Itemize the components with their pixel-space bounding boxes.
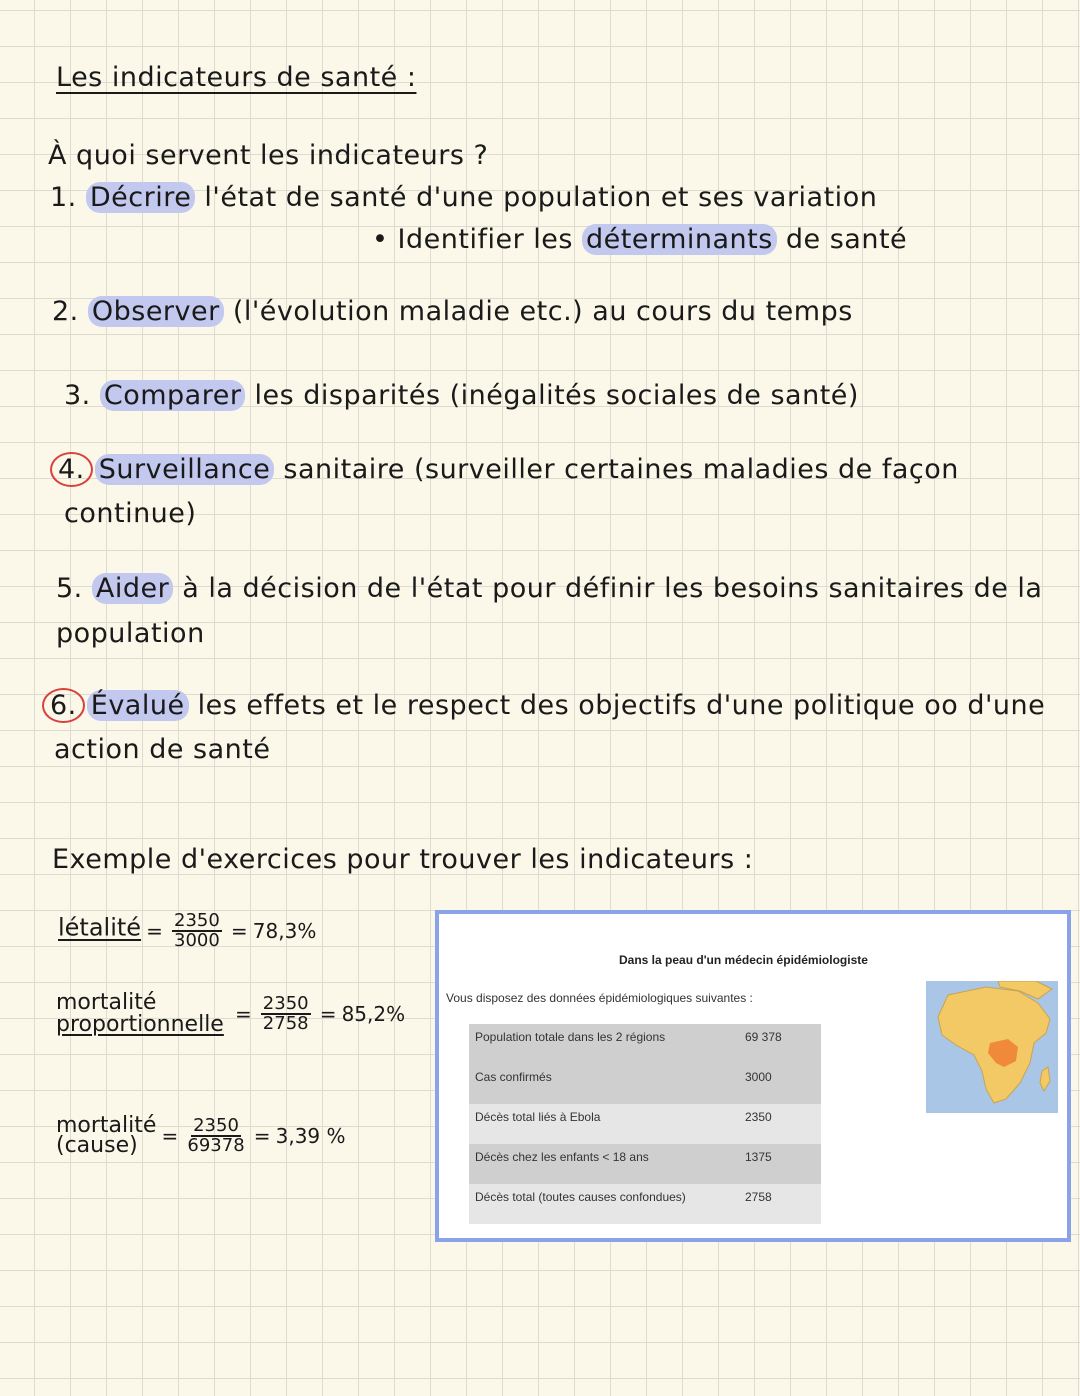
table-row bbox=[469, 1024, 821, 1064]
calc-label: mortalité bbox=[56, 1113, 157, 1138]
keyword-observer: Observer bbox=[88, 296, 224, 327]
question-heading: À quoi servent les indicateurs ? bbox=[48, 140, 489, 171]
item-text: sanitaire (surveiller certaines maladies de façon bbox=[274, 454, 959, 485]
circled-number: 6. bbox=[42, 688, 85, 723]
item-text: les disparités (inégalités sociales de santé) bbox=[245, 380, 859, 411]
denominator: 69378 bbox=[187, 1135, 245, 1156]
table-row bbox=[469, 1144, 821, 1184]
keyword-comparer: Comparer bbox=[100, 380, 246, 411]
row-value: 2350 bbox=[739, 1104, 821, 1144]
equals-sign: = bbox=[146, 919, 163, 943]
calc-label: (cause) bbox=[56, 1133, 138, 1158]
circled-number: 4. bbox=[50, 452, 93, 487]
panel-intro: Vous disposez des données épidémiologiques suivantes : bbox=[446, 991, 753, 1005]
equals-sign: = bbox=[161, 1124, 179, 1148]
africa-map-image bbox=[926, 981, 1058, 1113]
list-item-1 bbox=[50, 182, 877, 213]
list-item-6-continuation: action de santé bbox=[54, 734, 271, 765]
row-value: 2758 bbox=[739, 1184, 821, 1224]
keyword-decrire: Décrire bbox=[86, 182, 195, 213]
keyword-determinants: déterminants bbox=[582, 224, 777, 255]
example-heading: Exemple d'exercices pour trouver les indicateurs : bbox=[52, 844, 754, 875]
row-label: Décès total liés à Ebola bbox=[469, 1104, 739, 1144]
list-item-6 bbox=[42, 688, 1045, 723]
equals-sign: = bbox=[234, 1002, 252, 1026]
row-label: Population totale dans les 2 régions bbox=[469, 1024, 739, 1064]
item-text: (l'évolution maladie etc.) au cours du temps bbox=[223, 296, 853, 327]
row-label: Décès chez les enfants < 18 ans bbox=[469, 1144, 739, 1184]
item-number: 3. bbox=[64, 380, 91, 411]
list-item-3 bbox=[64, 380, 859, 411]
bullet-icon: • bbox=[372, 224, 389, 255]
calc-mortalite-proportionnelle bbox=[56, 992, 405, 1036]
calc-label: proportionnelle bbox=[56, 1012, 224, 1037]
numerator: 2350 bbox=[174, 910, 220, 931]
denominator: 2758 bbox=[262, 1013, 309, 1034]
keyword-aider: Aider bbox=[92, 573, 173, 604]
data-table bbox=[469, 1024, 821, 1224]
item-text: à la décision de l'état pour définir les besoins sanitaires de la bbox=[173, 573, 1043, 604]
item-number: 1. bbox=[50, 182, 77, 213]
item-text: l'état de santé d'une population et ses variation bbox=[195, 182, 878, 213]
row-value: 3000 bbox=[739, 1064, 821, 1104]
calc-label: mortalité bbox=[56, 990, 157, 1015]
fraction bbox=[261, 995, 311, 1033]
equals-sign: = bbox=[253, 1124, 271, 1148]
item-text: de santé bbox=[776, 224, 908, 255]
row-label: Décès total (toutes causes confondues) bbox=[469, 1184, 739, 1224]
page-title: Les indicateurs de santé : bbox=[56, 62, 417, 93]
calc-mortalite-cause bbox=[56, 1113, 346, 1158]
item-text: les effets et le respect des objectifs d'une politique oo d'une bbox=[188, 690, 1046, 721]
equals-sign: = bbox=[319, 1002, 337, 1026]
numerator: 2350 bbox=[262, 993, 309, 1014]
calc-label: létalité bbox=[58, 913, 142, 942]
list-item-5 bbox=[56, 573, 1042, 604]
panel-title: Dans la peau d'un médecin épidémiologiste bbox=[619, 953, 868, 967]
denominator: 3000 bbox=[174, 930, 220, 951]
list-item-4 bbox=[50, 452, 959, 487]
fraction bbox=[187, 1117, 244, 1155]
fraction bbox=[172, 912, 222, 950]
equals-sign: = bbox=[230, 919, 248, 943]
data-panel-screenshot bbox=[435, 910, 1071, 1242]
table-row bbox=[469, 1184, 821, 1224]
table-row bbox=[469, 1104, 821, 1144]
list-item-4-continuation: continue) bbox=[64, 498, 197, 529]
list-item-5-continuation: population bbox=[56, 618, 205, 649]
calc-letalite bbox=[58, 912, 316, 950]
row-value: 69 378 bbox=[739, 1024, 821, 1064]
list-item-2 bbox=[52, 296, 853, 327]
calc-result: 78,3% bbox=[252, 919, 317, 943]
item-number: 2. bbox=[52, 296, 79, 327]
numerator: 2350 bbox=[193, 1115, 239, 1136]
calc-result: 85,2% bbox=[341, 1002, 406, 1026]
row-value: 1375 bbox=[739, 1144, 821, 1184]
table-row bbox=[469, 1064, 821, 1104]
item-number: 5. bbox=[56, 573, 83, 604]
keyword-evalue: Évalué bbox=[87, 690, 189, 721]
list-item-determinants bbox=[372, 224, 907, 255]
row-label: Cas confirmés bbox=[469, 1064, 739, 1104]
calc-result: 3,39 % bbox=[275, 1124, 346, 1148]
item-text: Identifier les bbox=[397, 224, 583, 255]
keyword-surveillance: Surveillance bbox=[95, 454, 275, 485]
